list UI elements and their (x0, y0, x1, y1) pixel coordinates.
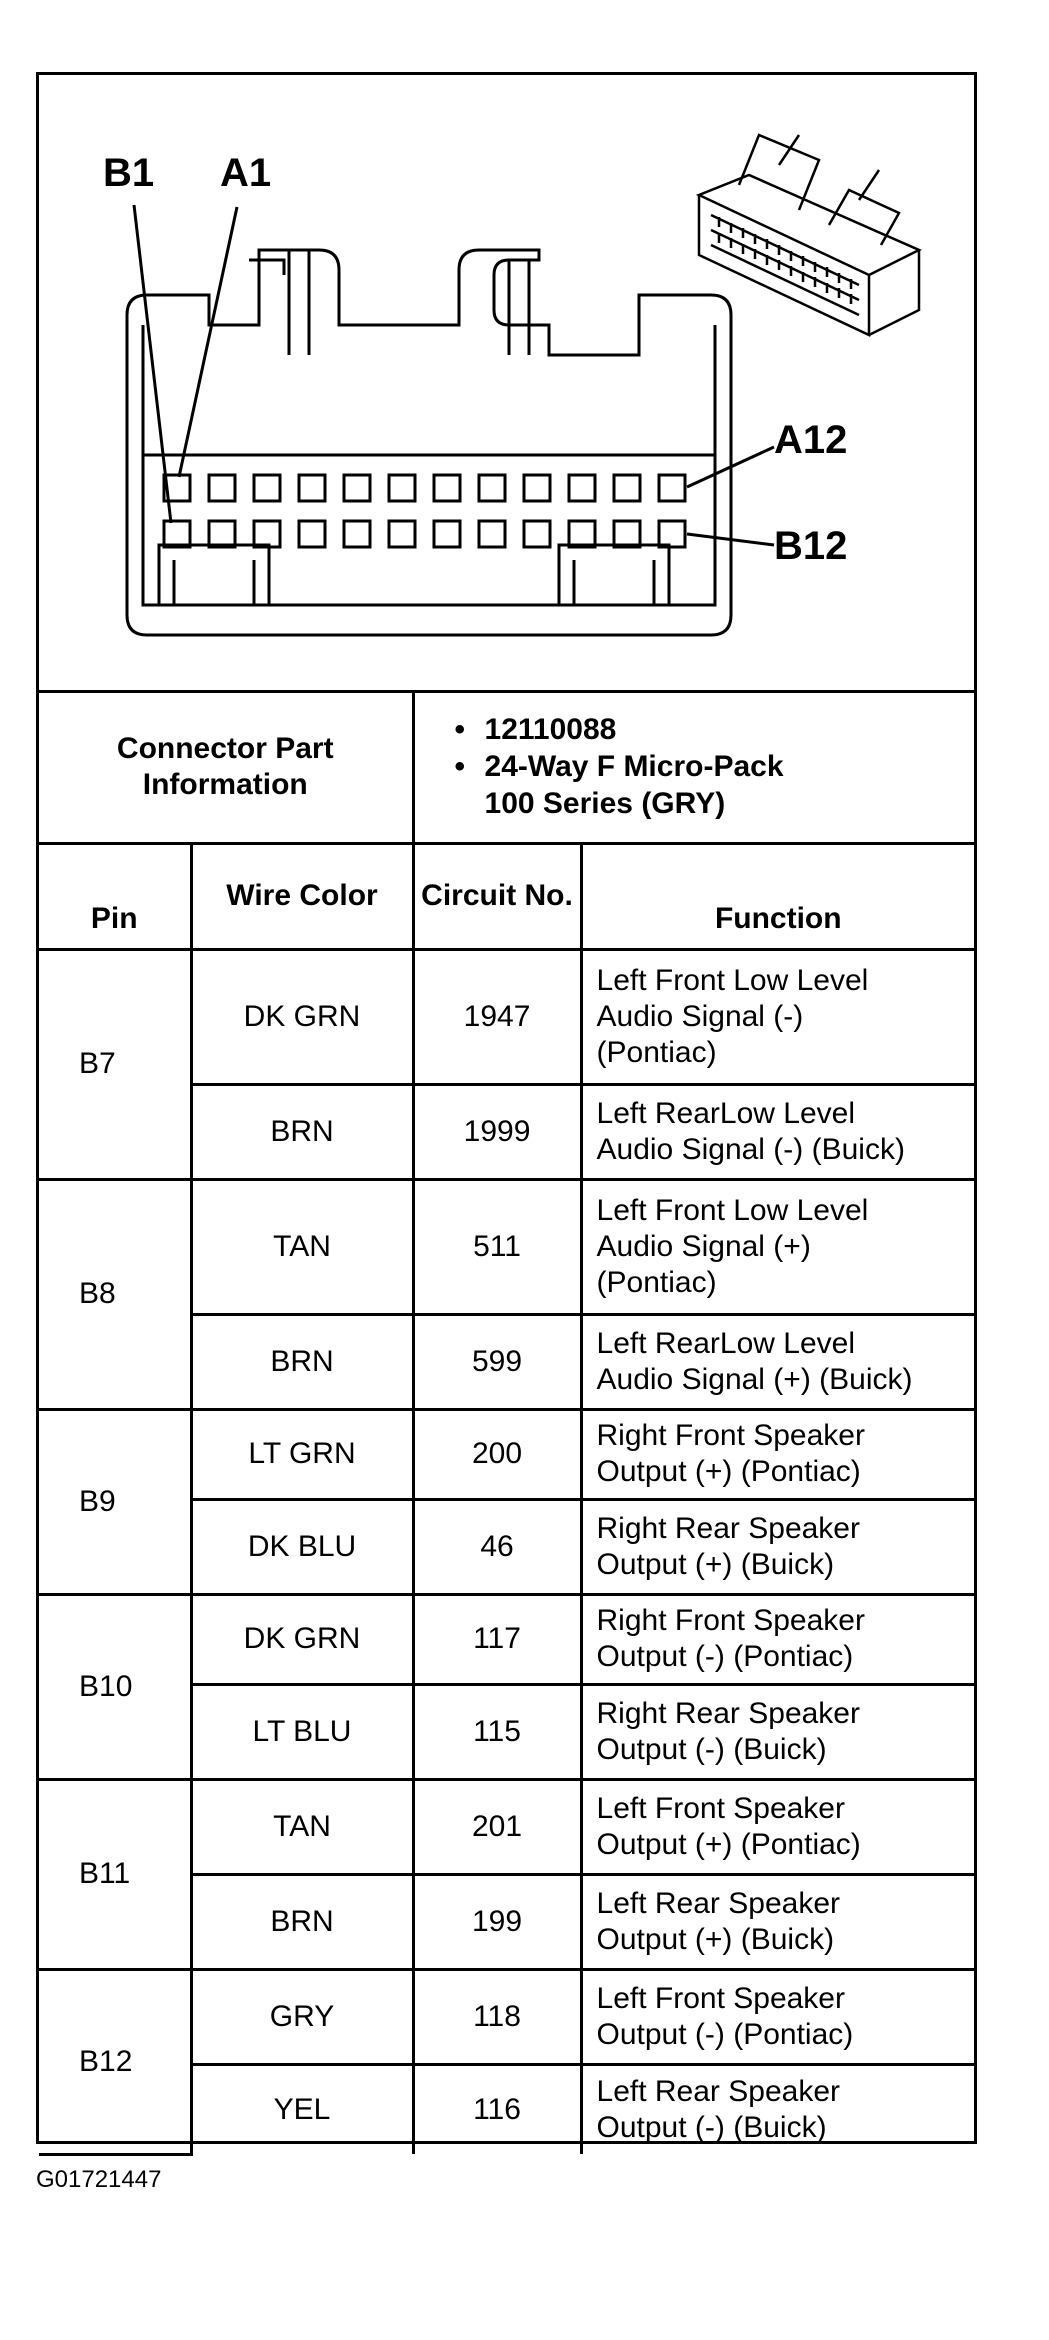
function-line: Audio Signal (-) (596, 999, 804, 1033)
function-cell (581, 949, 974, 1084)
wire-color-cell: DK GRN (191, 949, 413, 1084)
circuit-number-cell: 116 (413, 2064, 581, 2154)
circuit-number-cell: 199 (413, 1874, 581, 1969)
connector-frame (36, 72, 977, 2144)
pin-cell: B11 (39, 1779, 191, 1969)
function-line: (Pontiac) (596, 1265, 717, 1299)
circuit-number-cell: 201 (413, 1779, 581, 1874)
wire-color-cell: DK BLU (191, 1499, 413, 1594)
circuit-number-cell: 511 (413, 1179, 581, 1314)
function-cell (581, 2064, 974, 2154)
function-cell (581, 1969, 974, 2064)
function-cell (581, 1179, 974, 1314)
wire-color-cell: LT GRN (191, 1409, 413, 1499)
row-b-cavities (164, 521, 685, 547)
row-a-cavities (164, 475, 685, 501)
wire-color-cell: TAN (191, 1179, 413, 1314)
label-b12: B12 (774, 524, 848, 568)
function-line: Right Rear Speaker (596, 1696, 860, 1730)
wire-color-cell: DK GRN (191, 1594, 413, 1684)
pin-cell: B10 (39, 1594, 191, 1779)
function-line: Output (-) (Pontiac) (596, 2017, 854, 2051)
table-row (39, 1969, 974, 2064)
table-row (39, 1779, 974, 1874)
function-line: Left Front Low Level (596, 1193, 869, 1227)
circuit-number-cell: 118 (413, 1969, 581, 2064)
figure-id: G01721447 (36, 2166, 162, 2193)
function-line: Left Rear Speaker (596, 1886, 840, 1920)
function-line: Audio Signal (+) (Buick) (596, 1362, 913, 1396)
header-pin: Pin (39, 843, 191, 949)
function-cell (581, 1499, 974, 1594)
circuit-number-cell: 599 (413, 1314, 581, 1409)
pin-cell: B9 (39, 1409, 191, 1594)
function-cell (581, 1874, 974, 1969)
function-cell (581, 1409, 974, 1499)
wire-color-cell: YEL (191, 2064, 413, 2154)
function-line: Right Front Speaker (596, 1604, 865, 1637)
function-line: Output (-) (Pontiac) (596, 1640, 854, 1673)
part-number: • 12110088 (455, 712, 975, 749)
function-line: Output (-) (Buick) (596, 1732, 827, 1766)
function-line: Left RearLow Level (596, 1096, 856, 1130)
label-b1: B1 (103, 151, 155, 195)
pin-cell: B8 (39, 1179, 191, 1409)
pin-cell: B7 (39, 949, 191, 1179)
wire-color-cell: BRN (191, 1874, 413, 1969)
function-line: Right Rear Speaker (596, 1511, 860, 1545)
connector-info-value (413, 693, 974, 843)
function-line: Left Front Speaker (596, 1981, 845, 2015)
function-cell (581, 1084, 974, 1179)
pin-cell: B12 (39, 1969, 191, 2154)
connector-face-drawing (39, 75, 974, 690)
function-line: Left Rear Speaker (596, 2074, 840, 2108)
function-cell (581, 1684, 974, 1779)
circuit-number-cell: 117 (413, 1594, 581, 1684)
function-line: Output (-) (Buick) (596, 2110, 827, 2144)
pinout-table (39, 693, 974, 2156)
connector-description: • 24-Way F Micro-Pack 100 Series (GRY) (455, 749, 975, 822)
function-line: Output (+) (Buick) (596, 1922, 835, 1956)
function-line: Output (+) (Pontiac) (596, 1455, 861, 1488)
wire-color-cell: BRN (191, 1084, 413, 1179)
wire-color-cell: GRY (191, 1969, 413, 2064)
function-cell (581, 1314, 974, 1409)
function-line: Left RearLow Level (596, 1326, 856, 1360)
circuit-number-cell: 1999 (413, 1084, 581, 1179)
header-function: Function (581, 843, 974, 949)
circuit-number-cell: 200 (413, 1409, 581, 1499)
circuit-number-cell: 1947 (413, 949, 581, 1084)
function-line: Left Front Speaker (596, 1791, 845, 1825)
function-line: Audio Signal (-) (Buick) (596, 1132, 905, 1166)
circuit-number-cell: 115 (413, 1684, 581, 1779)
table-row (39, 1179, 974, 1314)
function-line: (Pontiac) (596, 1035, 717, 1069)
table-row (39, 1594, 974, 1684)
function-cell (581, 1779, 974, 1874)
function-line: Left Front Low Level (596, 963, 869, 997)
table-row (39, 949, 974, 1084)
table-row (39, 1409, 974, 1499)
circuit-number-cell: 46 (413, 1499, 581, 1594)
wire-color-cell: LT BLU (191, 1684, 413, 1779)
function-line: Audio Signal (+) (596, 1229, 811, 1263)
label-a12: A12 (774, 418, 848, 462)
label-a1: A1 (220, 151, 272, 195)
header-circuit-no: Circuit No. (413, 843, 581, 949)
header-wire-color: Wire Color (191, 843, 413, 949)
wire-color-cell: BRN (191, 1314, 413, 1409)
connector-isometric-sketch (699, 135, 919, 335)
header-row (39, 843, 974, 949)
function-line: Output (+) (Pontiac) (596, 1827, 861, 1861)
wire-color-cell: TAN (191, 1779, 413, 1874)
function-line: Output (+) (Buick) (596, 1547, 835, 1581)
connector-info-label: Connector Part Information (39, 693, 413, 843)
connector-diagram (39, 75, 974, 693)
function-cell (581, 1594, 974, 1684)
function-line: Right Front Speaker (596, 1419, 865, 1452)
connector-info-row (39, 693, 974, 843)
